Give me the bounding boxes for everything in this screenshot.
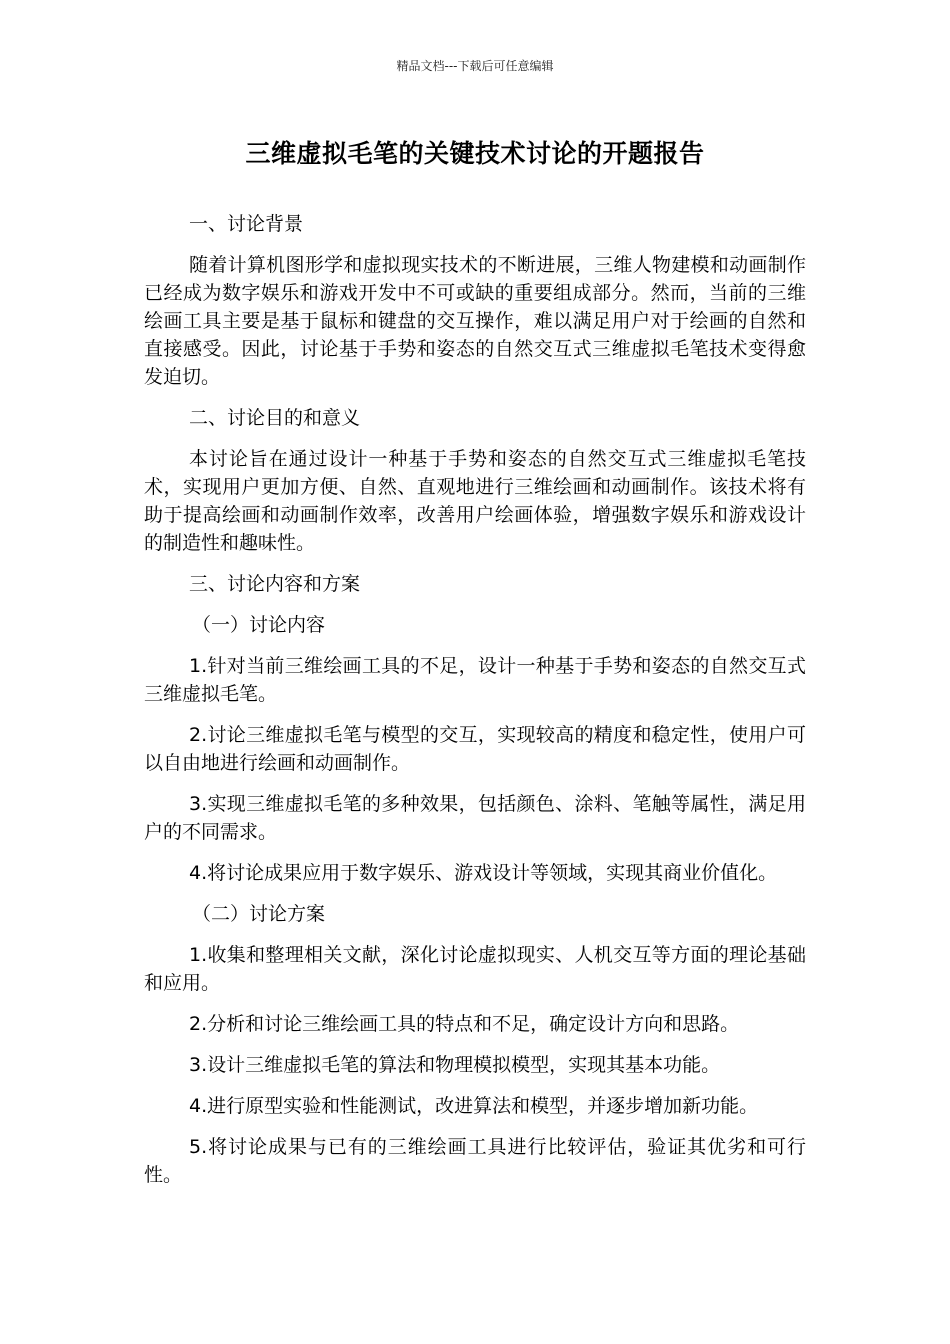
section-heading-content-plan: 三、讨论内容和方案 [189, 573, 361, 595]
list-item: 2.讨论三维虚拟毛笔与模型的交互，实现较高的精度和稳定性，使用户可以自由地进行绘画和动画制作。 [144, 724, 806, 774]
paragraph-purpose: 本讨论旨在通过设计一种基于手势和姿态的自然交互式三维虚拟毛笔技术，实现用户更加方便、自然、直观地进行三维绘画和动画制作。该技术将有助于提高绘画和动画制作效率，改善用户绘画体验，增强数字娱乐和游戏设计的制造性和趣味性。 [144, 448, 806, 554]
list-item: 1.收集和整理相关文献，深化讨论虚拟现实、人机交互等方面的理论基础和应用。 [144, 944, 806, 994]
list-item: 4.将讨论成果应用于数字娱乐、游戏设计等领域，实现其商业价值化。 [189, 862, 778, 884]
list-item: 5.将讨论成果与已有的三维绘画工具进行比较评估，验证其优劣和可行性。 [144, 1136, 806, 1186]
subheading-content: （一）讨论内容 [192, 614, 326, 636]
section-heading-background: 一、讨论背景 [189, 213, 304, 235]
subheading-plan: （二）讨论方案 [192, 903, 326, 925]
paragraph-background: 随着计算机图形学和虚拟现实技术的不断进展，三维人物建模和动画制作已经成为数字娱乐和游戏开发中不可或缺的重要组成部分。然而，当前的三维绘画工具主要是基于鼠标和键盘的交互操作，难以满足用户对于绘画的自然和直接感受。因此，讨论基于手势和姿态的自然交互式三维虚拟毛笔技术变得愈发迫切。 [144, 254, 806, 388]
list-item: 3.设计三维虚拟毛笔的算法和物理模拟模型，实现其基本功能。 [189, 1054, 721, 1076]
list-item: 3.实现三维虚拟毛笔的多种效果，包括颜色、涂料、笔触等属性，满足用户的不同需求。 [144, 793, 806, 843]
list-item: 4.进行原型实验和性能测试，改进算法和模型，并逐步增加新功能。 [189, 1095, 759, 1117]
list-item: 1.针对当前三维绘画工具的不足，设计一种基于手势和姿态的自然交互式三维虚拟毛笔。 [144, 655, 806, 705]
document-title: 三维虚拟毛笔的关键技术讨论的开题报告 [245, 139, 705, 168]
section-heading-purpose: 二、讨论目的和意义 [189, 407, 361, 429]
list-item: 2.分析和讨论三维绘画工具的特点和不足，确定设计方向和思路。 [189, 1013, 740, 1035]
document-body [144, 210, 806, 1202]
header-note: 精品文档---下载后可任意编辑 [396, 59, 554, 73]
